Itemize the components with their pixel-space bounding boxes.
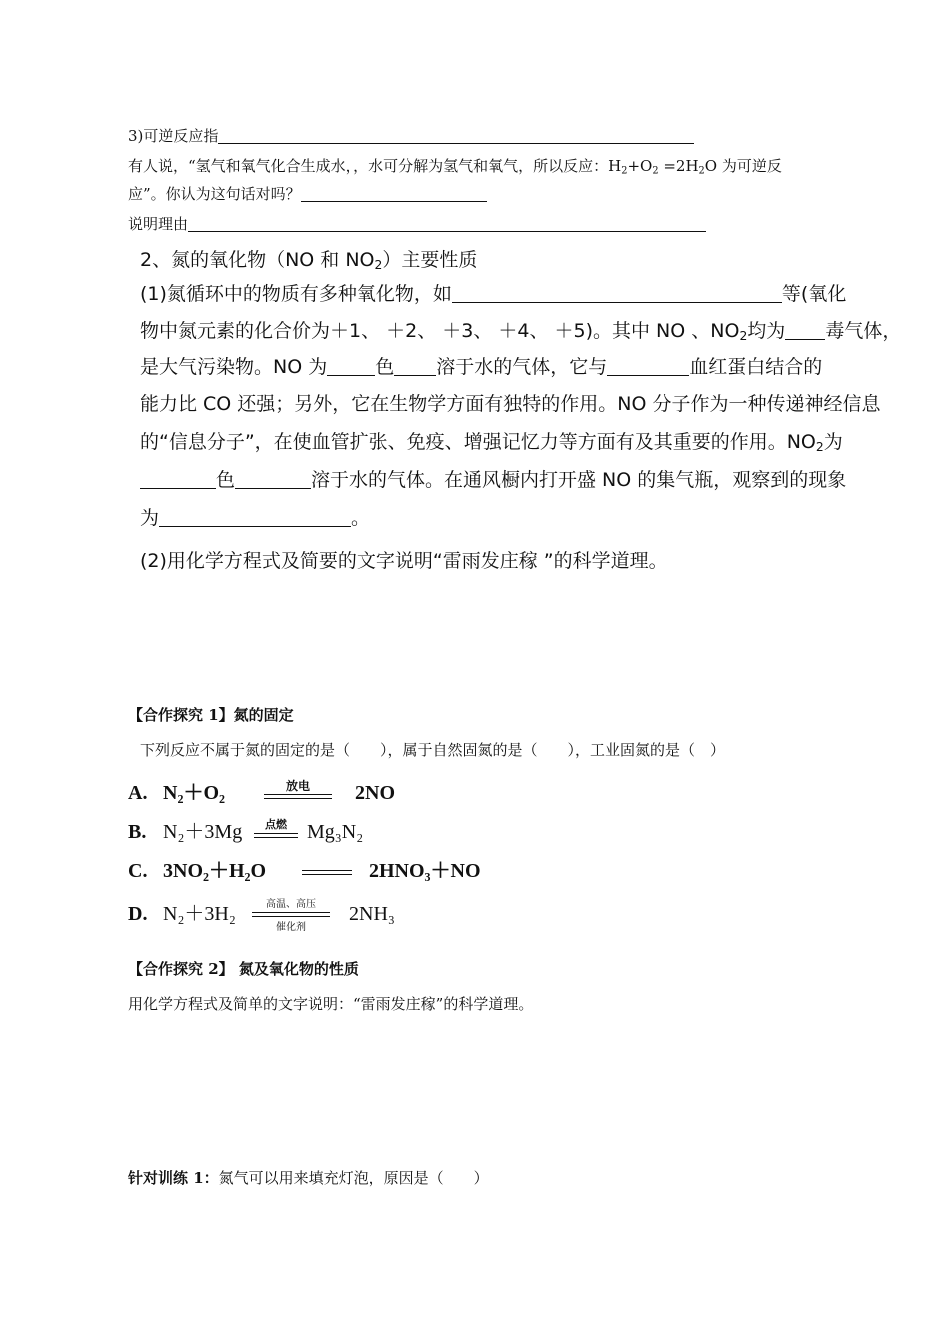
option-d-condition-bottom: 催化剂 bbox=[276, 922, 306, 934]
option-c[interactable] bbox=[128, 854, 481, 885]
s2-p1-text: (1)氮循环中的物质有多种氧化物，如 bbox=[140, 283, 452, 305]
s2-p3-text-4: 血红蛋白结合的 bbox=[689, 356, 823, 378]
s2-p2-text-3: 毒气体， bbox=[825, 320, 902, 342]
s2-p6-text-2: 溶于水的气体。在通风橱内打开盛 NO 的集气瓶，观察到的现象 bbox=[311, 469, 847, 491]
option-c-rhs: 2HNO₃＋NO bbox=[369, 860, 481, 882]
option-d-bar-2 bbox=[252, 916, 330, 917]
option-a-rhs: 2NO bbox=[355, 782, 395, 804]
option-b-bar-1 bbox=[254, 833, 298, 834]
explore2-title: 【合作探究 2】 氮及氧化物的性质 bbox=[128, 960, 359, 978]
option-a-letter: A. bbox=[128, 782, 148, 804]
option-b-letter: B. bbox=[128, 821, 147, 843]
s2-p3-text-3: 溶于水的气体，它与 bbox=[436, 356, 608, 378]
reversible-reaction-line bbox=[128, 125, 694, 146]
s2-p5-sub: 2 bbox=[815, 440, 824, 455]
option-c-bar-2 bbox=[302, 874, 352, 875]
claim-text-2: +O bbox=[627, 157, 653, 175]
section2-line-5 bbox=[140, 427, 843, 454]
option-d-arrow bbox=[252, 898, 330, 932]
explore2-question: 用化学方程式及简单的文字说明：“雷雨发庄稼”的科学道理。 bbox=[128, 995, 534, 1013]
option-d-rhs: 2NH₃ bbox=[349, 903, 395, 925]
option-a[interactable] bbox=[128, 776, 395, 807]
reason-line bbox=[128, 213, 706, 234]
section2-heading bbox=[140, 245, 477, 272]
claim-line-2 bbox=[128, 183, 487, 204]
option-d-letter: D. bbox=[128, 903, 148, 925]
s2-p3-text: 是大气污染物。NO 为 bbox=[140, 356, 328, 378]
training1-label: 针对训练 1： bbox=[128, 1169, 219, 1187]
option-c-lhs: 3NO₂＋H₂O bbox=[163, 860, 267, 882]
option-b-bar-2 bbox=[254, 837, 298, 838]
section2-line-2 bbox=[140, 316, 901, 343]
section2-line-1 bbox=[140, 279, 846, 306]
training1-question: 氮气可以用来填充灯泡，原因是（ ） bbox=[218, 1169, 489, 1187]
training1-line bbox=[128, 1167, 489, 1188]
option-a-lhs: N₂＋O₂ bbox=[163, 782, 225, 804]
no-color-blank[interactable] bbox=[327, 356, 375, 376]
option-d-lhs: N₂＋3H₂ bbox=[163, 903, 236, 925]
section2-line-4 bbox=[140, 389, 881, 416]
option-a-condition: 放电 bbox=[285, 779, 310, 794]
toxic-blank[interactable] bbox=[785, 320, 825, 340]
reversible-reaction-label: 3)可逆反应指 bbox=[128, 127, 219, 145]
option-a-arrow bbox=[264, 781, 332, 807]
option-c-bar-1 bbox=[302, 870, 352, 871]
option-b[interactable] bbox=[128, 815, 363, 846]
no2-color-blank[interactable] bbox=[140, 469, 216, 489]
option-d-condition-top: 高温、高压 bbox=[266, 899, 316, 911]
s2-p6-text: 色 bbox=[216, 469, 236, 491]
s2-p1-text-2: 等(氧化 bbox=[781, 283, 847, 305]
no-solubility-blank[interactable] bbox=[394, 356, 436, 376]
s2-p3-text-2: 色 bbox=[375, 356, 395, 378]
claim-text: 有人说，“氢气和氧气化合生成水，，水可分解为氢气和氧气，所以反应：H bbox=[128, 157, 622, 175]
claim-sub-2: 2 bbox=[652, 165, 659, 177]
explore1-title: 【合作探究 1】氮的固定 bbox=[128, 706, 294, 724]
s2-p4-text: 能力比 CO 还强；另外，它在生物学方面有独特的作用。NO 分子作为一种传递神经信息 bbox=[140, 393, 881, 415]
section2-heading-text: 2、氮的氧化物（NO 和 NO bbox=[140, 249, 375, 271]
claim-sub-1: 2 bbox=[621, 165, 628, 177]
claim-sub-3: 2 bbox=[698, 165, 705, 177]
option-b-arrow bbox=[254, 820, 298, 846]
option-a-bar-1 bbox=[264, 794, 332, 795]
phenomenon-blank[interactable] bbox=[159, 507, 351, 527]
option-d-bar-1 bbox=[252, 912, 330, 913]
section2-line-7 bbox=[140, 503, 370, 530]
hemoglobin-blank[interactable] bbox=[607, 356, 689, 376]
option-c-arrow bbox=[302, 859, 352, 885]
s2-p7-text: 为 bbox=[140, 507, 160, 529]
section2-heading-sub: 2 bbox=[374, 258, 383, 273]
option-a-bar-2 bbox=[264, 798, 332, 799]
claim-line bbox=[128, 155, 782, 176]
oxides-blank[interactable] bbox=[452, 283, 782, 303]
claim-text-4: O 为可逆反 bbox=[704, 157, 782, 175]
section2-heading-end: ）主要性质 bbox=[382, 249, 478, 271]
s2-p5-text: 的“信息分子”，在使血管扩张、免疫、增强记忆力等方面有及其重要的作用。NO bbox=[140, 431, 816, 453]
s2-p2-text: 物中氮元素的化合价为＋1、 ＋2、 ＋3、 ＋4、 ＋5)。其中 NO 、NO bbox=[140, 320, 740, 342]
reason-label: 说明理由 bbox=[128, 215, 189, 233]
s2-p8-text: (2)用化学方程式及简要的文字说明“雷雨发庄稼 ”的科学道理。 bbox=[140, 550, 668, 572]
option-b-lhs: N₂＋3Mg bbox=[163, 821, 243, 843]
reason-blank[interactable] bbox=[188, 216, 706, 232]
section2-line-6 bbox=[140, 465, 846, 492]
option-b-rhs: Mg₃N₂ bbox=[307, 821, 364, 843]
section2-line-8 bbox=[140, 546, 668, 573]
s2-p2-text-2: 均为 bbox=[747, 320, 786, 342]
s2-p2-sub: 2 bbox=[739, 329, 748, 344]
s2-p5-text-2: 为 bbox=[823, 431, 843, 453]
claim-answer-blank[interactable] bbox=[301, 186, 487, 202]
section2-line-3 bbox=[140, 352, 822, 379]
claim-question: 应”。你认为这句话对吗？ bbox=[128, 185, 301, 203]
option-b-condition: 点燃 bbox=[265, 818, 287, 832]
option-d[interactable] bbox=[128, 897, 395, 932]
claim-text-3: =2H bbox=[658, 157, 699, 175]
no2-solubility-blank[interactable] bbox=[235, 469, 311, 489]
option-c-letter: C. bbox=[128, 860, 148, 882]
reversible-reaction-blank[interactable] bbox=[218, 128, 694, 144]
s2-p7-text-2: 。 bbox=[351, 507, 371, 529]
explore1-question: 下列反应不属于氮的固定的是（ ），属于自然固氮的是（ ），工业固氮的是（ ） bbox=[140, 741, 726, 759]
